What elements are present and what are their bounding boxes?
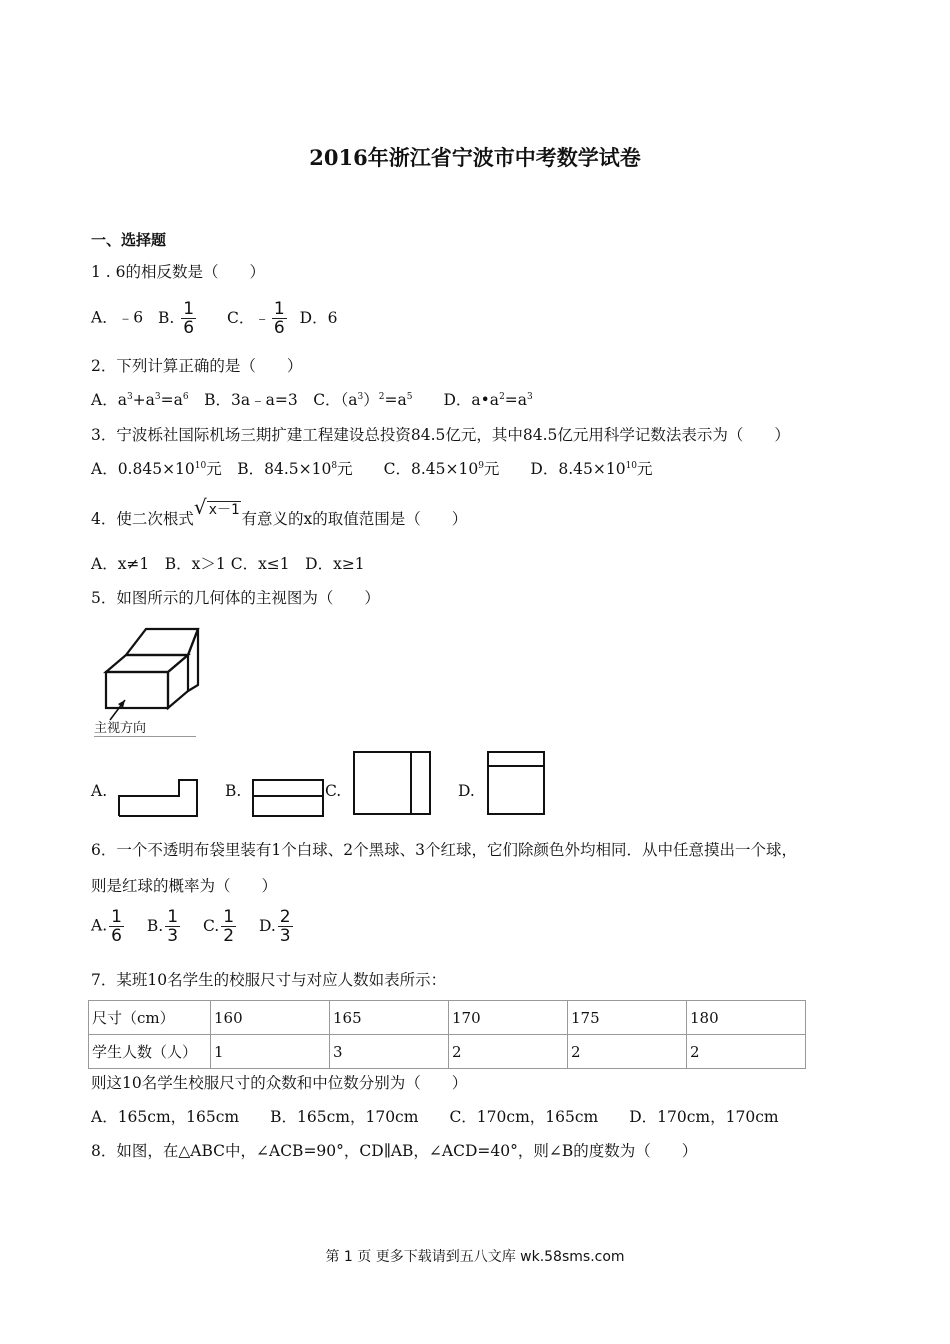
solid-figure bbox=[90, 625, 200, 735]
q5-option-a-label: A. bbox=[91, 782, 108, 800]
option-d: D．6 bbox=[299, 308, 338, 327]
q5-option-c-figure bbox=[352, 750, 432, 816]
question-2: 2．下列计算正确的是（ ） bbox=[91, 357, 303, 375]
table-cell: 1 bbox=[211, 1035, 330, 1069]
fraction-c: $\frac{1}{6}$ bbox=[273, 299, 285, 338]
table-cell: 170 bbox=[449, 1001, 568, 1035]
page-footer: 第 1 页 更多下载请到五八文库 wk.58sms.com bbox=[325, 1249, 625, 1265]
view-direction-label: 主视方向 bbox=[94, 717, 196, 737]
option-a: A．﹣6 bbox=[91, 308, 144, 327]
table-cell: 2 bbox=[687, 1035, 806, 1069]
question-2-options: A．$a^3+a^3=a^6$ B．3a﹣a=3 C．$(a^3)^2=a^5$ D．$a•a^2=a^3$ bbox=[91, 391, 533, 409]
section-heading: 一、选择题 bbox=[91, 231, 167, 249]
size-table bbox=[88, 1000, 806, 1069]
question-4-options: A．x≠1 B．x＞1 C．x≤1 D．x≥1 bbox=[91, 555, 365, 573]
question-6-line-1: 6．一个不透明布袋里装有1个白球、2个黑球、3个红球，它们除颜色外均相同．从中任意摸出一个球， bbox=[91, 841, 797, 859]
table-cell: 160 bbox=[211, 1001, 330, 1035]
question-8: 8．如图，在△ABC中，∠ACB=90°，CD∥AB，∠ACD=40°，则∠B的度数为（ ） bbox=[91, 1142, 698, 1160]
question-3: 3．宁波栎社国际机场三期扩建工程建设总投资84.5亿元，其中84.5亿元用科学记数法表示为（ ） bbox=[91, 426, 790, 444]
table-cell: 学生人数（人） bbox=[89, 1035, 211, 1069]
table-cell: 尺寸（cm） bbox=[89, 1001, 211, 1035]
table-row bbox=[89, 1001, 806, 1035]
question-3-options: A．$0.845\times 10^{10}$元 B．$84.5\times 10^8$元 C．$8.45\times 10^9$元 D．$8.45\times 10^{10}$元 bbox=[91, 460, 653, 478]
option-b: B. bbox=[158, 308, 175, 327]
page-title: 2016年浙江省宁波市中考数学试卷 bbox=[309, 145, 641, 170]
q5-option-d-label: D. bbox=[458, 782, 475, 800]
question-1-options bbox=[91, 300, 337, 337]
table-cell: 180 bbox=[687, 1001, 806, 1035]
fraction-b: $\frac{1}{6}$ bbox=[183, 299, 195, 338]
table-cell: 165 bbox=[330, 1001, 449, 1035]
table-cell: 175 bbox=[568, 1001, 687, 1035]
question-4: 4．使二次根式√ x－1 有意义的x的取值范围是（ ） bbox=[91, 495, 468, 528]
question-6-line-2: 则是红球的概率为（ ） bbox=[91, 877, 278, 895]
sqrt-expression: √ x－1 bbox=[193, 495, 240, 519]
q5-option-a-figure bbox=[117, 778, 201, 818]
table-row bbox=[89, 1035, 806, 1069]
table-cell: 2 bbox=[449, 1035, 568, 1069]
table-cell: 2 bbox=[568, 1035, 687, 1069]
option-c: C．﹣ bbox=[227, 308, 270, 327]
question-6-options: A. $\frac{1}{6}$ B. $\frac{1}{3}$ C. $\frac{1}{2}$ D. $\frac{2}{3}$ bbox=[91, 907, 291, 946]
question-5: 5．如图所示的几何体的主视图为（ ） bbox=[91, 589, 380, 607]
question-7: 7．某班10名学生的校服尺寸与对应人数如表所示： bbox=[91, 971, 447, 989]
q5-option-d-figure bbox=[486, 750, 546, 816]
question-7-options: A．165cm，165cm B．165cm，170cm C．170cm，165cm D．170cm，170cm bbox=[91, 1108, 779, 1126]
q5-option-b-figure bbox=[251, 778, 325, 818]
question-1: 1 . 6的相反数是（ ） bbox=[91, 263, 266, 281]
question-7-follow: 则这10名学生校服尺寸的众数和中位数分别为（ ） bbox=[91, 1074, 468, 1092]
table-cell: 3 bbox=[330, 1035, 449, 1069]
q5-option-b-label: B. bbox=[225, 782, 242, 800]
q5-option-c-label: C. bbox=[325, 782, 342, 800]
